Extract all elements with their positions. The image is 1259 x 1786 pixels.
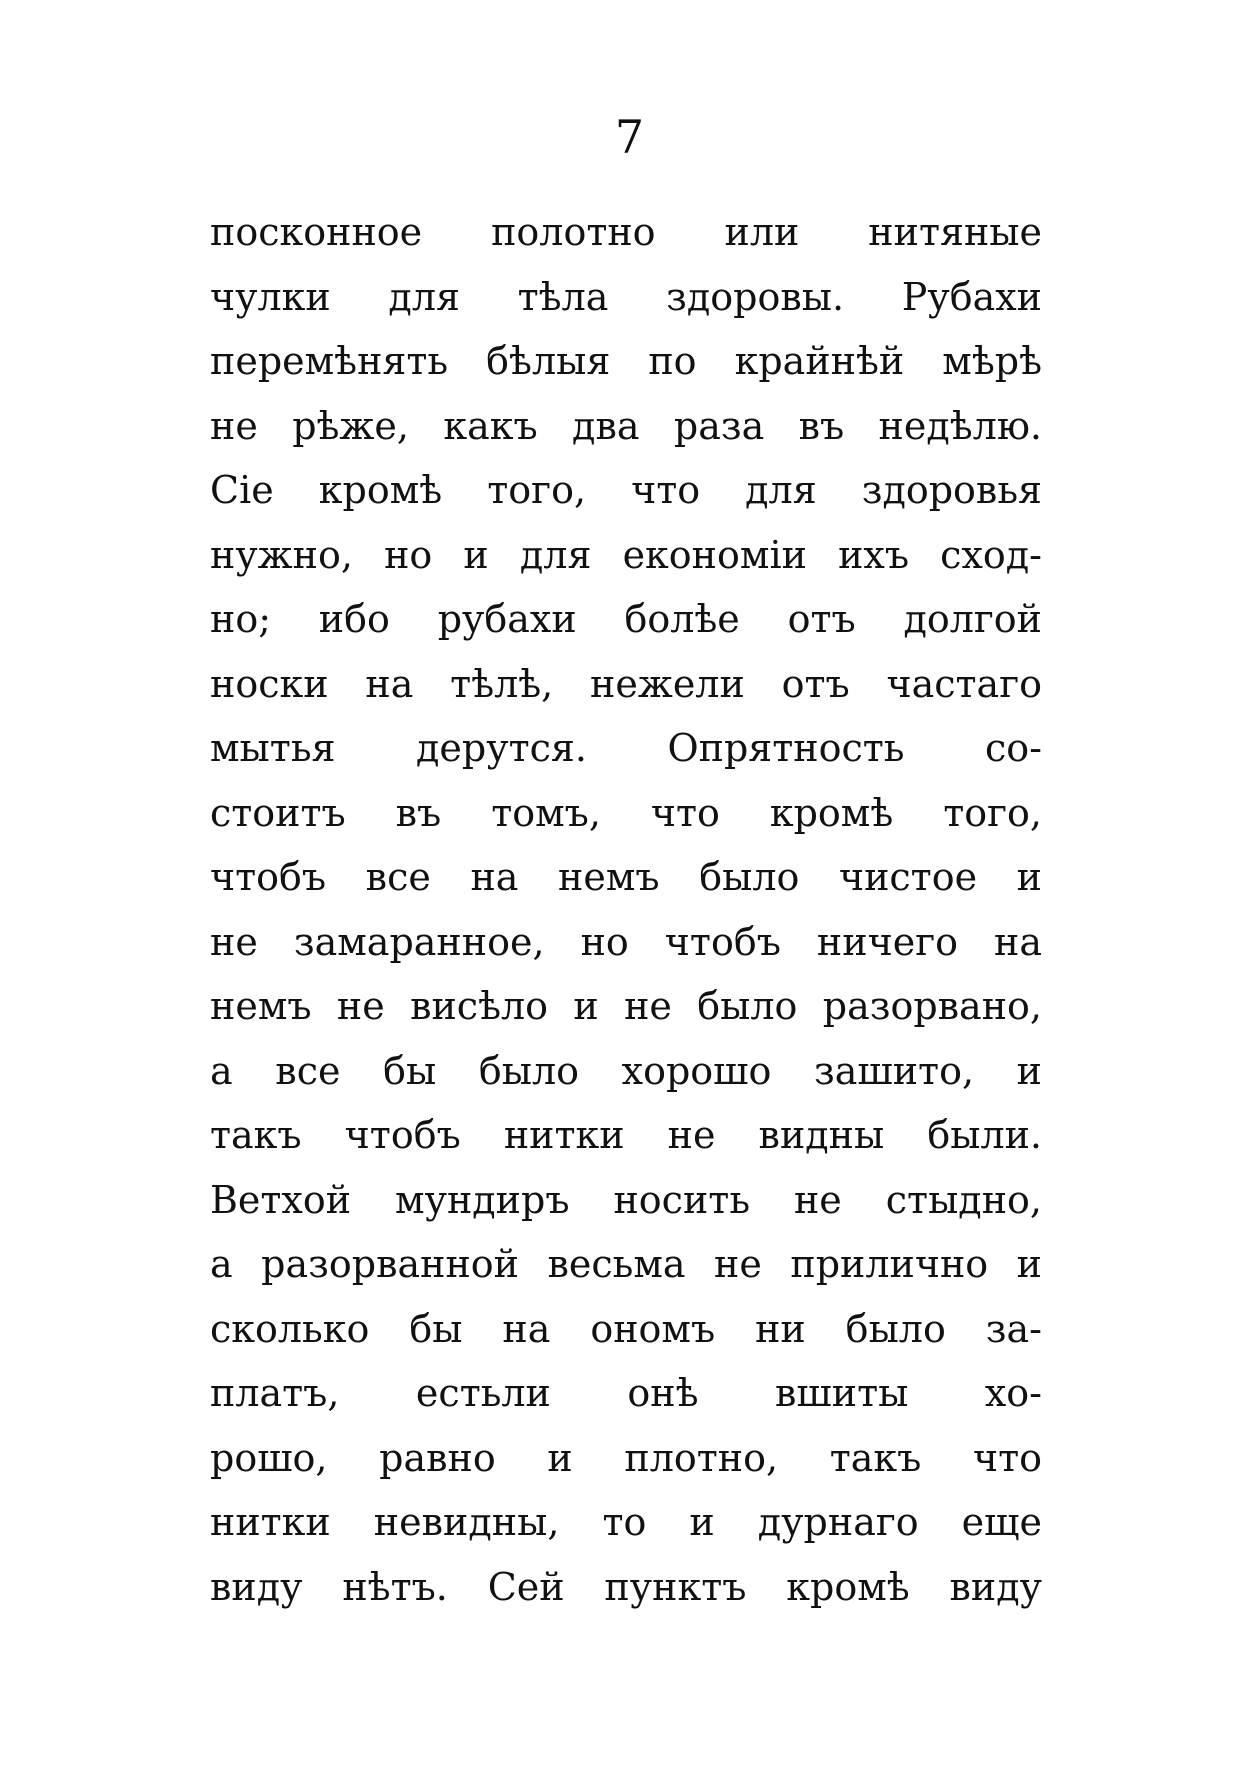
text-line: рошо, равно и плотно, такъ что — [210, 1435, 1042, 1480]
text-line: нужно, но и для економіи ихъ сход- — [210, 532, 1042, 577]
text-line: но; ибо рубахи болѣе отъ долгой — [210, 597, 1042, 641]
text-line: чулки для тѣла здоровы. Рубахи — [210, 274, 1042, 319]
text-line: посконное полотно или нитяные — [210, 210, 1042, 254]
body-text — [210, 200, 1042, 1619]
text-line: перемѣнять бѣлыя по крайнѣй мѣрѣ — [210, 339, 1042, 383]
text-line: Ветхой мундиръ носить не стыдно, — [210, 1177, 1042, 1222]
text-line: чтобъ все на немъ было чистое и — [210, 855, 1042, 899]
page-number: 7 — [614, 110, 645, 164]
text-line: сколько бы на ономъ ни было за- — [210, 1306, 1042, 1351]
text-line: такъ чтобъ нитки не видны были. — [210, 1113, 1042, 1157]
text-line: Сіе кромѣ того, что для здоровья — [210, 468, 1042, 512]
text-line: не замаранное, но чтобъ ничего на — [210, 919, 1042, 964]
text-line: стоитъ въ томъ, что кромѣ того, — [210, 790, 1042, 835]
text-line: а все бы было хорошо зашито, и — [210, 1048, 1042, 1093]
text-line: платъ, естьли онѣ вшиты хо- — [210, 1371, 1042, 1415]
text-line: немъ не висѣло и не было разорвано, — [210, 984, 1042, 1028]
text-line: виду нѣтъ. Сей пунктъ кромѣ виду — [210, 1564, 1042, 1609]
text-line: нитки невидны, то и дурнаго еще — [210, 1500, 1042, 1544]
text-line: а разорванной весьма не прилично и — [210, 1242, 1042, 1286]
text-line: не рѣже, какъ два раза въ недѣлю. — [210, 403, 1042, 448]
text-line: носки на тѣлѣ, нежели отъ частаго — [210, 661, 1042, 706]
text-line: мытья дерутся. Опрятность со- — [210, 726, 1042, 770]
